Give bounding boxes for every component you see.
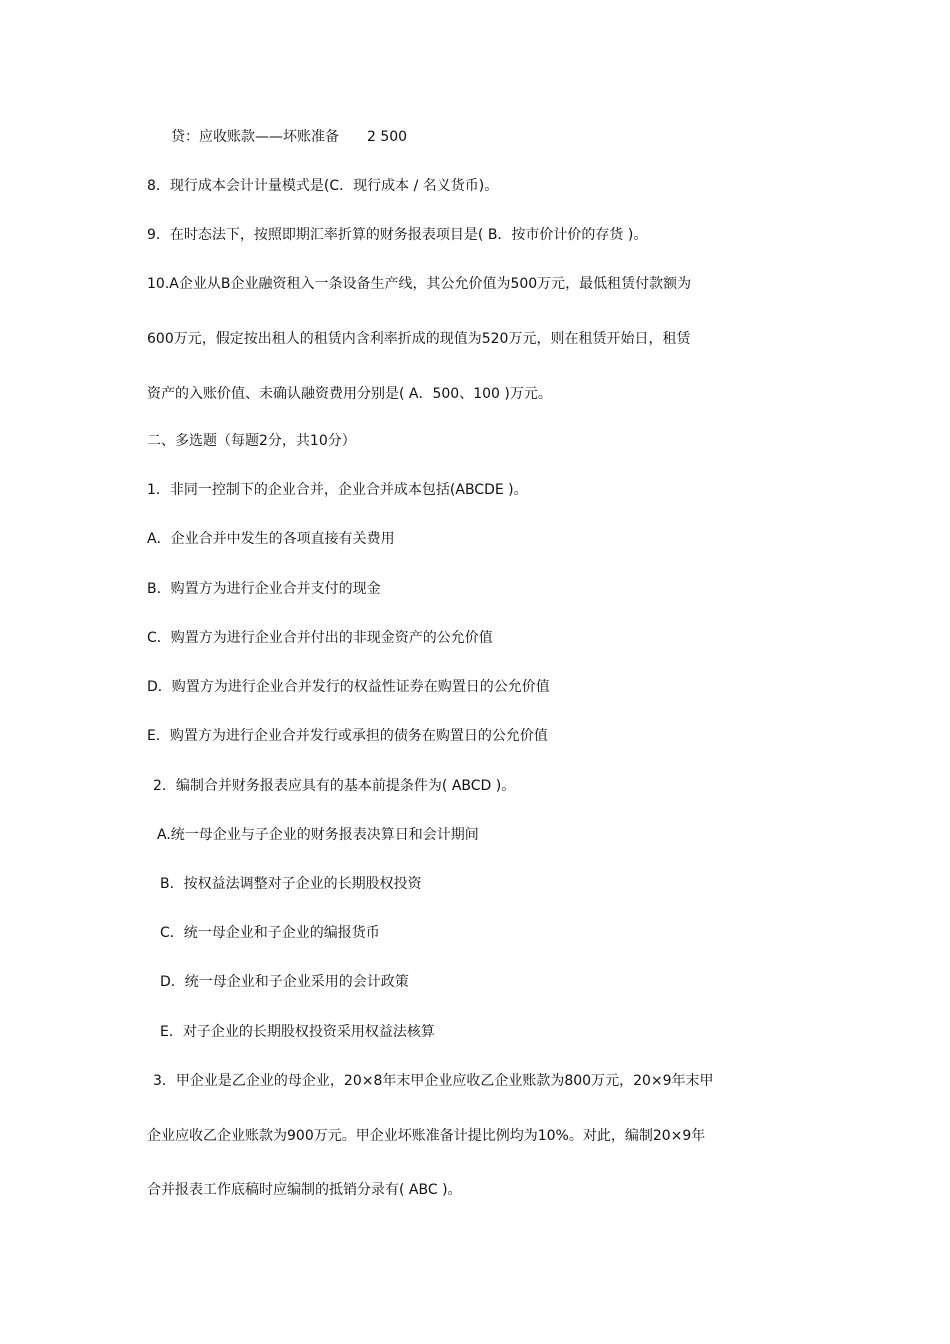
mc-question-1-option-b: B．购置方为进行企业合并支付的现金 [147,581,381,597]
journal-entry-text: 贷：应收账款——坏账准备 [171,129,339,145]
mc-question-3-line-3: 合并报表工作底稿时应编制的抵销分录有( ABC )。 [147,1182,462,1198]
mc-question-3-line-2: 企业应收乙企业账款为900万元。甲企业坏账准备计提比例均为10%。对此，编制20×9年 [147,1128,706,1144]
mc-question-2-option-b: B．按权益法调整对子企业的长期股权投资 [160,876,422,892]
mc-question-1: 1．非同一控制下的企业合并，企业合并成本包括(ABCDE )。 [147,482,528,498]
mc-question-2-option-d: D．统一母企业和子企业采用的会计政策 [160,974,409,990]
question-10-line-1: 10.A企业从B企业融资租入一条设备生产线，其公允价值为500万元，最低租赁付款额为 [147,276,692,292]
mc-question-3-line-1: 3．甲企业是乙企业的母企业，20×8年末甲企业应收乙企业账款为800万元，20×9年末甲 [153,1073,714,1089]
journal-entry-amount: 2 500 [367,129,408,145]
journal-entry-line [171,128,407,146]
mc-question-2-option-e: E．对子企业的长期股权投资采用权益法核算 [160,1024,435,1040]
section-heading-multiple-choice: 二、多选题（每题2分，共10分） [147,433,356,449]
mc-question-1-option-e: E．购置方为进行企业合并发行或承担的债务在购置日的公允价值 [147,728,548,744]
mc-question-1-option-a: A．企业合并中发生的各项直接有关费用 [147,531,395,547]
question-9: 9．在时态法下，按照即期汇率折算的财务报表项目是( B．按市价计价的存货 )。 [147,227,648,243]
mc-question-2-option-c: C．统一母企业和子企业的编报货币 [160,925,380,941]
mc-question-2-option-a: A.统一母企业与子企业的财务报表决算日和会计期间 [157,827,479,843]
mc-question-2: 2．编制合并财务报表应具有的基本前提条件为( ABCD )。 [153,778,516,794]
question-10-line-2: 600万元，假定按出租人的租赁内含利率折成的现值为520万元，则在租赁开始日，租赁 [147,331,691,347]
question-8: 8．现行成本会计计量模式是(C．现行成本 / 名义货币)。 [147,178,499,194]
question-10-line-3: 资产的入账价值、未确认融资费用分别是( A．500、100 )万元。 [147,386,552,402]
mc-question-1-option-d: D．购置方为进行企业合并发行的权益性证券在购置日的公允价值 [147,679,550,695]
mc-question-1-option-c: C．购置方为进行企业合并付出的非现金资产的公允价值 [147,630,493,646]
